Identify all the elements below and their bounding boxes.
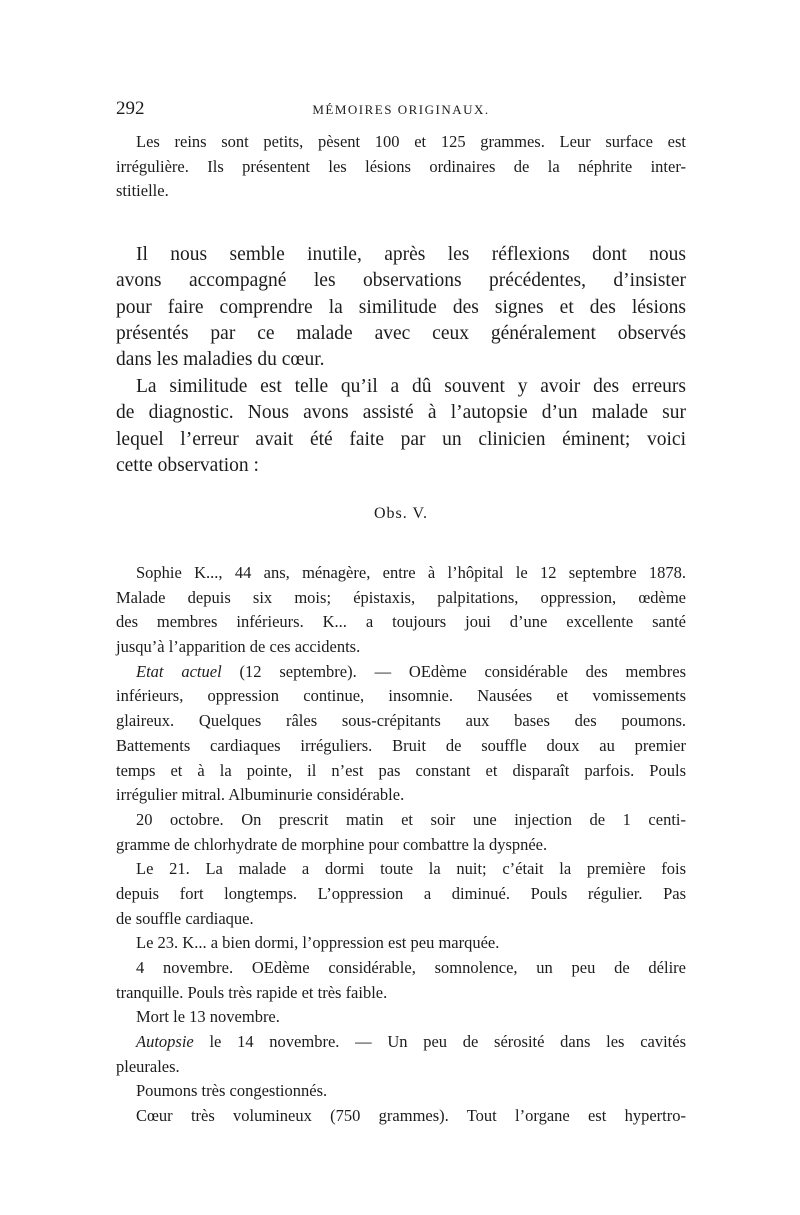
text-line: présentés par ce malade avec ceux généralement observés (116, 322, 686, 344)
running-title: MÉMOIRES ORIGINAUX. (312, 102, 490, 117)
text-line: Poumons très congestionnés. (136, 1081, 328, 1101)
text-line: 4 novembre. OEdème considérable, somnolence, un peu de délire (136, 958, 686, 977)
text-line: dans les maladies du cœur. (116, 349, 325, 371)
text-line: Le 21. La malade a dormi toute la nuit; c’était la première fois (136, 859, 686, 879)
text-line: avons accompagné les observations précédentes, d’insister (116, 270, 686, 292)
text-line: de diagnostic. Nous avons assisté à l’autopsie d’un malade sur (116, 402, 686, 424)
text-line: pleurales. (116, 1056, 180, 1076)
text-line: jusqu’à l’apparition de ces accidents. (116, 637, 361, 657)
text-line: tranquille. Pouls très rapide et très faible. (116, 982, 388, 1002)
text-line: cette observation : (116, 454, 259, 476)
paragraph-diagnostic-errors (116, 374, 686, 479)
page-number: 292 (116, 98, 145, 119)
text-line: Le 23. K... a bien dormi, l’oppression est peu marquée. (136, 933, 500, 953)
text-line: stitielle. (116, 181, 169, 201)
text-line: Sophie K..., 44 ans, ménagère, entre à l’hôpital le 12 septembre 1878. (136, 563, 686, 582)
text-line: irrégulière. Ils présentent les lésions ordinaires de la néphrite inter- (116, 156, 686, 176)
text-line: Malade depuis six mois; épistaxis, palpitations, oppression, œdème (116, 587, 686, 607)
text-line: Cœur très volumineux (750 grammes). Tout l’organe est hypertro- (136, 1106, 686, 1126)
text-line: des membres inférieurs. K... a toujours joui d’une excellente santé (116, 612, 686, 632)
text-line: Les reins sont petits, pèsent 100 et 125 grammes. Leur surface est (136, 132, 686, 151)
text-line: gramme de chlorhydrate de morphine pour combattre la dyspnée. (116, 834, 548, 854)
text-line: lequel l’erreur avait été faite par un clinicien éminent; voici (116, 428, 686, 450)
text-line: depuis fort longtemps. L’oppression a diminué. Pouls régulier. Pas (116, 883, 686, 903)
text-line: pour faire comprendre la similitude des signes et des lésions (116, 296, 686, 318)
text-line (116, 1030, 686, 1055)
page-header (116, 98, 686, 124)
text-line: Battements cardiaques irréguliers. Bruit de souffle doux au premier (116, 735, 686, 755)
text-line: 20 octobre. On prescrit matin et soir une injection de 1 centi- (136, 809, 686, 829)
text-line: inférieurs, oppression continue, insomnie. Nausées et vomissements (116, 686, 686, 706)
text-fragment: le 14 novembre. — Un peu de sérosité dans les cavités (193, 1032, 686, 1052)
observation-body (116, 561, 686, 1129)
text-line: glaireux. Quelques râles sous-crépitants aux bases des poumons. (116, 711, 686, 731)
etat-actuel-label: Etat actuel (136, 661, 222, 681)
paragraph-kidneys (116, 130, 686, 204)
text-line (116, 660, 686, 685)
text-line: La similitude est telle qu’il a dû souvent y avoir des erreurs (136, 376, 686, 397)
text-fragment: (12 septembre). — OEdème considérable des membres (221, 661, 686, 681)
paragraph-similitude-signs (116, 242, 686, 373)
text-line: irrégulier mitral. Albuminurie considérable. (116, 785, 405, 805)
text-line: Mort le 13 novembre. (136, 1007, 280, 1027)
text-line: temps et à la pointe, il n’est pas constant et disparaît parfois. Pouls (116, 760, 686, 780)
observation-title: Obs. V. (374, 505, 428, 522)
text-line: de souffle cardiaque. (116, 908, 254, 928)
text-line: Il nous semble inutile, après les réflexions dont nous (136, 244, 686, 265)
autopsie-label: Autopsie (136, 1032, 194, 1052)
